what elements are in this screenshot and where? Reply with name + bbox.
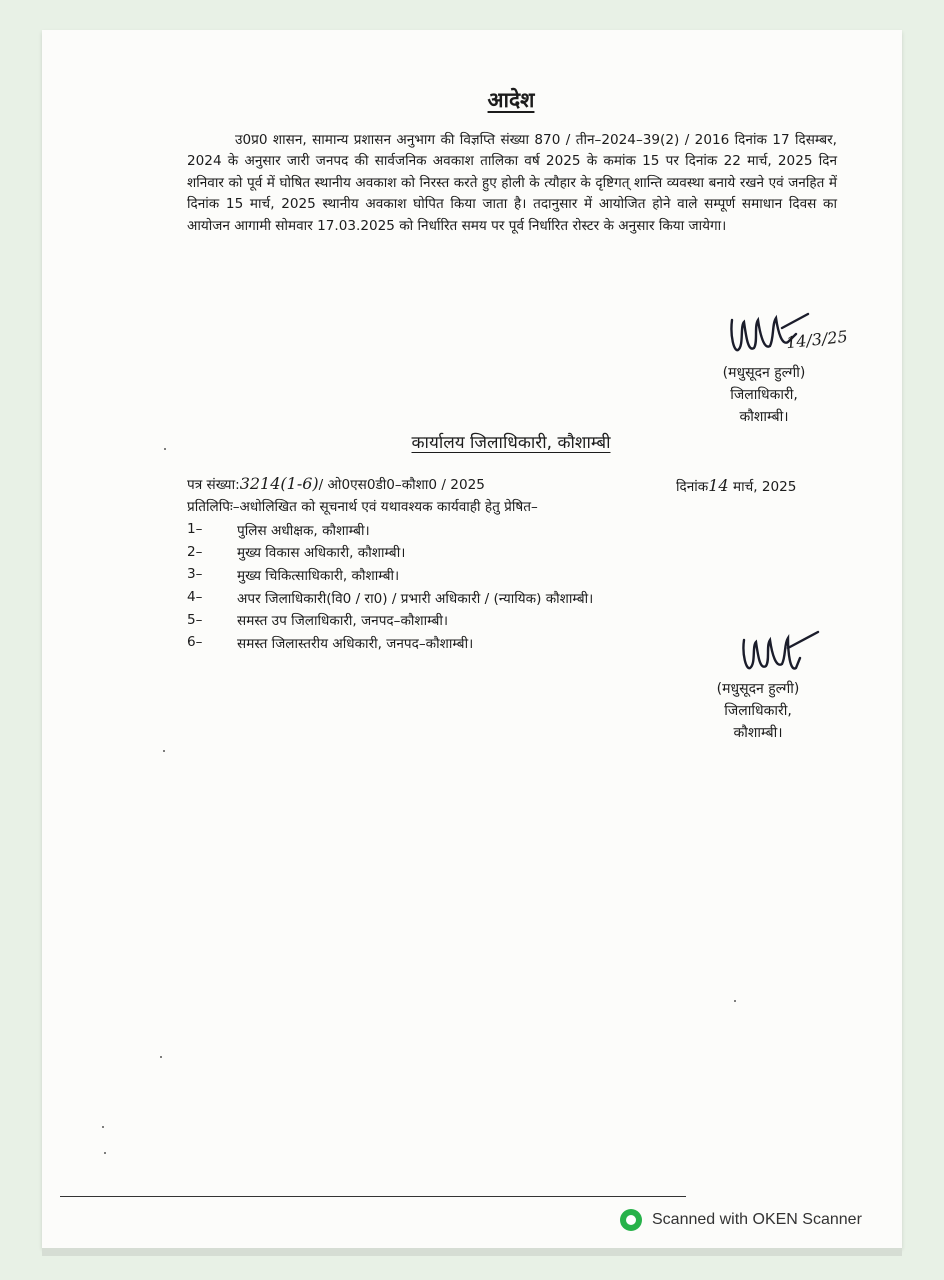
list-item-number: 5– — [187, 611, 203, 628]
signature-mark-2 — [738, 628, 824, 684]
order-title: आदेश — [487, 88, 535, 112]
list-item-text: अपर जिलाधिकारी(वि0 / रा0) / प्रभारी अधिकारी / (न्यायिक) कौशाम्बी। — [237, 590, 594, 607]
scan-speck — [164, 448, 166, 450]
order-paragraph: उ0प्र0 शासन, सामान्य प्रशासन अनुभाग की विज्ञप्ति संख्या 870 / तीन–2024–39(2) / 2016 दिनांक 17 दिसम्बर, 2024 के अनुसार जारी जनपद की सार्वजनिक अवकाश तालिका वर्ष 2025 के कमांक 15 पर दिनांक 22 मार्च, 2025 दिन शनिवार को पूर्व में घोषित स्थानीय अवकाश को निरस्त करते हुए होली के त्यौहार के दृष्टिगत् शान्ति व्यवस्था बनाये रखने एवं जनहित में दिनांक 15 मार्च, 2025 स्थानीय अवकाश घोपित किया जाता है। तदानुसार में आयोजित होने वाले सम्पूर्ण समाधान दिवस का आयोजन आगामी सोमवार 17.03.2025 को निर्धारित समय पर पूर्व निर्धारित रोस्टर के अनुसार किया जायेगा। — [187, 132, 837, 234]
signatory-designation: जिलाधिकारी, — [730, 387, 798, 403]
list-item-number: 3– — [187, 566, 203, 583]
date-handwritten: 14 — [708, 476, 729, 495]
letter-number-line — [187, 474, 485, 493]
date-suffix: मार्च, 2025 — [732, 479, 797, 495]
scan-speck — [104, 1152, 106, 1154]
watermark-text: Scanned with OKEN Scanner — [652, 1211, 862, 1228]
list-item-text: मुख्य चिकित्साधिकारी, कौशाम्बी। — [237, 567, 400, 584]
list-item-text: समस्त जिलास्तरीय अधिकारी, जनपद–कौशाम्बी। — [237, 635, 474, 652]
list-item-number: 6– — [187, 634, 203, 651]
list-item-text: समस्त उप जिलाधिकारी, जनपद–कौशाम्बी। — [237, 613, 449, 630]
signatory-block-1 — [694, 362, 834, 428]
scan-speck — [734, 1000, 736, 1002]
date-label: दिनांक — [676, 479, 709, 495]
signature-date: 14/3/25 — [785, 326, 849, 353]
bottom-rule — [60, 1196, 686, 1197]
list-item-number: 2– — [187, 543, 203, 560]
letter-no-suffix: / ओ0एस0डी0–कौशा0 / 2025 — [318, 477, 485, 493]
copy-line: प्रतिलिपिः–अधोलिखित को सूचनार्थ एवं यथावश्यक कार्यवाही हेतु प्रेषित– — [187, 499, 538, 515]
list-item — [187, 608, 707, 631]
list-item — [187, 563, 707, 586]
signatory-place: कौशाम्बी। — [739, 409, 789, 425]
letter-no-label: पत्र संख्या: — [187, 477, 240, 493]
scan-speck — [160, 1056, 162, 1058]
list-item — [187, 631, 707, 654]
list-item — [187, 541, 707, 564]
signatory-block-2 — [690, 678, 826, 744]
signatory-designation: जिलाधिकारी, — [724, 703, 792, 719]
letter-no-handwritten: 3214(1-6) — [239, 474, 319, 493]
signatory-name: (मधुसूदन हुल्गी) — [722, 365, 806, 381]
signatory-name: (मधुसूदन हुल्गी) — [716, 681, 800, 697]
scan-speck — [102, 1126, 104, 1128]
list-item-text: पुलिस अधीक्षक, कौशाम्बी। — [237, 522, 370, 539]
recipient-list — [187, 518, 707, 654]
page-shadow — [42, 1248, 902, 1256]
list-item — [187, 586, 707, 609]
oken-logo-icon — [620, 1209, 642, 1231]
list-item-text: मुख्य विकास अधिकारी, कौशाम्बी। — [237, 545, 406, 562]
list-item — [187, 518, 707, 541]
list-item-number: 1– — [187, 521, 203, 538]
signatory-place: कौशाम्बी। — [733, 725, 783, 741]
office-heading: कार्यालय जिलाधिकारी, कौशाम्बी — [411, 433, 611, 453]
scan-speck — [163, 750, 165, 752]
letter-date-line — [676, 476, 796, 495]
scanner-watermark — [620, 1206, 862, 1234]
list-item-number: 4– — [187, 589, 203, 606]
